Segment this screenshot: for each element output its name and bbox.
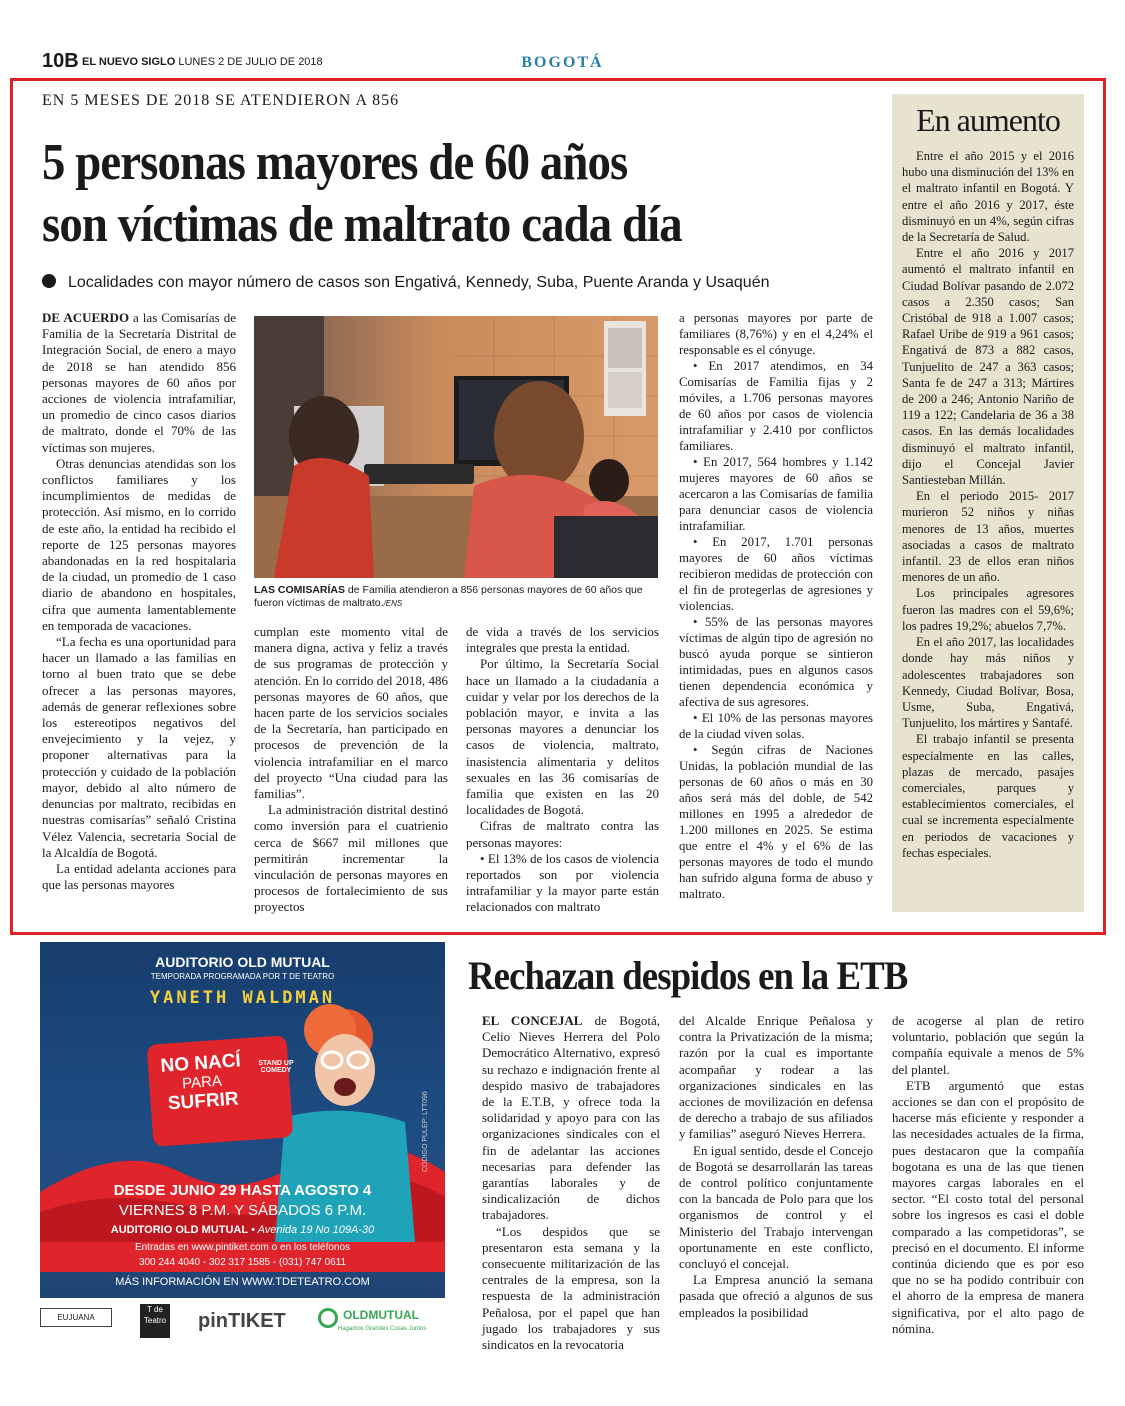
paragraph: “La fecha es una oportunidad para hacer un llamado a las familias en torno al buen trato que se debe ofrecer a las personas mayores, además de generar reflexiones sobre los estereotipos negativos del envejecimiento y la vejez, y proponer alternativas para la protección y cuidado de la población mayor, debido al alto número de denuncias por maltrato, recibidas en nuestras comisarías” señaló Cristina Vélez Valencia, secretaria Social de la Alcaldía de Bogotá.	[42, 634, 236, 860]
sidebar-paragraph: Entre el año 2015 y el 2016 hubo una disminución del 13% en el maltrato infantil en Bogotá. Y entre el año 2016 y 2017, éste disminuyó en un 4%, según cifras de la Secretaría de Salud.	[902, 149, 1074, 245]
article-column-4	[679, 310, 873, 902]
sponsor-logo-4: OLDMUTUAL	[343, 1308, 419, 1322]
sponsor-logo-4-tagline: Hagamos Grandes Cosas Juntos	[338, 1326, 427, 1332]
ad-address: AUDITORIO OLD MUTUAL • Avenida 19 No 109A-30	[110, 1224, 375, 1236]
lead-word: DE ACUERDO	[42, 310, 130, 325]
ad-venue-title: AUDITORIO OLD MUTUAL	[155, 954, 330, 970]
paragraph: de acogerse al plan de retiro voluntario, población que según la compañía equivale a menos de 5% del plantel.	[892, 1013, 1084, 1077]
paragraph: ETB argumentó que estas acciones se dan con el propósito de hacerse más eficiente y responder a las necesidades actuales de la firma, pues destacaron que la compañía bogotana es una de las que tienen mayores cargas laborales en el sector. “El costo total del personal sobre los ingresos es casi el doble comparado a las competidoras”, se precisó en el documento. El informe continúa diciendo que es por eso que no se ha podido contribuir con el ahorro de la empresa de manera significativa, por el alto pago de nómina.	[892, 1077, 1084, 1336]
ad-show-title: NO NACÍ PARA SUFRIR	[159, 1050, 242, 1115]
page-number: 10B	[42, 50, 79, 72]
theater-advertisement[interactable]	[40, 942, 445, 1346]
sponsor-logo-2: T de Teatro	[140, 1304, 170, 1338]
paragraph: • El 13% de los casos de violencia reportados son por violencia intrafamiliar y la mayor parte están relacionados con maltrato	[466, 850, 659, 915]
paragraph: • En 2017, 564 hombres y 1.142 mujeres mayores de 60 años se acercaron a las Comisarías de familia para denunciar casos de violencia intrafamiliar.	[679, 455, 873, 533]
headline-line-1: 5 personas mayores de 60 años	[42, 134, 628, 191]
article-photo	[254, 316, 658, 578]
sponsor-logo-1: EUJUANA	[40, 1308, 112, 1327]
paragraph: Otras denuncias atendidas son los conflictos familiares y los incumplimientos de medidas de protección. Así mismo, en lo corrido de este año, la entidad ha recibido el reporte de 125 personas mayores abandonadas en la red hospitalaria de la ciudad, un promedio de 1 caso diario de abandono en hospitales, cifra que aumenta lamentablemente en temporada de vacaciones.	[42, 455, 236, 633]
subhead-text: Localidades con mayor número de casos son Engativá, Kennedy, Suba, Puente Aranda y Usaquén	[68, 274, 770, 291]
paragraph: de vida a través de los servicios integrales que presta la entidad.	[466, 624, 659, 656]
paragraph: • Según cifras de Naciones Unidas, la población mundial de las personas de 60 años o más en 30 años será más del doble, de 542 millones en 1995 a alrededor de 1.200 millones en 2025. Se estima que entre el 4% y el 6% de las personas mayores de todo el mundo han sufrido alguna forma de abuso y maltrato.	[679, 743, 873, 901]
sidebar-paragraph: Los principales agresores fueron las madres con el 59,6%; los padres 19,2%; abuelos 7,7%.	[902, 586, 1074, 633]
paragraph: La administración distrital destinó como inversión para el cuatrienio cerca de $667 mil millones que permitirán incrementar la vinculación de personas mayores en procesos de fortalecimiento de sus proyectos	[254, 802, 448, 915]
article-column-1	[42, 310, 236, 893]
article-column-2	[254, 624, 448, 916]
article-subhead	[42, 274, 882, 292]
paragraph: cumplan este momento vital de manera digna, activa y feliz a través de sus programas de protección y atención. En lo corrido del 2018, 486 personas mayores de 60 años, que hacen parte de los servicios sociales de la Secretaría, han participado en procesos de prevención de la violencia intrafamiliar en el marco del proyecto “Una ciudad para las familias”.	[254, 624, 448, 802]
caption-text: de Familia atendieron a 856 personas mayores de 60 años que fueron víctimas de maltrato.	[254, 584, 643, 609]
sponsor-logo-3: pinTIKET	[198, 1310, 286, 1332]
etb-lead-word: EL CONCEJAL	[482, 1013, 583, 1028]
etb-column-3	[892, 1013, 1084, 1337]
photo-credit: /ENS	[383, 599, 403, 608]
paragraph: EL CONCEJAL de Bogotá, Celio Nieves Herrera del Polo Democrático Alternativo, expresó su rechazo e indignación frente al despido masivo de trabajadores de la E.T.B, y ofrece toda la solidaridad y apoyo para con las organizaciones sindicales con el fin de adelantar las acciones necesarias para defender las garantías laborales y de sindicalización de dichos trabajadores.	[482, 1013, 660, 1223]
article-column-3	[466, 624, 659, 916]
paragraph: a personas mayores por parte de familiares (8,76%) y en el 4,24% el responsable es el cónyuge.	[679, 311, 873, 357]
caption-lead: LAS COMISARÍAS	[254, 584, 346, 596]
sidebar-paragraph: Entre el año 2016 y 2017 aumentó el maltrato infantil en Ciudad Bolívar pasando de 2.072 casos a 2.350 casos; San Cristóbal de 918 a 1.007 casos; Rafael Uribe de 919 a 961 casos; Engativá de 873 a 882 casos, Tunjuelito de 247 a 363 casos; Santa fe de 247 a 313; Mártires de 200 a 246; Antonio Nariño de 119 a 122; Candelaria de 36 a 38 casos. En las demás localidades disminuyó el maltrato infantil, dijo el Concejal Javier Santiesteban Millán.	[902, 246, 1074, 488]
article-kicker: EN 5 MESES DE 2018 SE ATENDIERON A 856	[42, 92, 400, 109]
section-label: BOGOTÁ	[521, 54, 604, 71]
paragraph: • En 2017 atendimos, en 34 Comisarías de Familia fijas y 2 móviles, a 1.706 personas mayores de 60 años por casos de violencia intrafamiliar y 2.410 por conflictos familiares.	[679, 359, 873, 453]
photo-caption	[254, 584, 658, 610]
etb-column-2	[679, 1013, 873, 1321]
paragraph: DE ACUERDO a las Comisarías de Familia de la Secretaría Distrital de Integración Social, de enero a mayo de 2018 se han atendido 856 personas mayores de 60 años por acciones de violencia intrafamiliar, un promedio de cinco casos diarios de maltrato, donde el 70% de las víctimas son mujeres.	[42, 310, 236, 455]
sidebar-body	[902, 148, 1074, 861]
ad-performer: YANETH WALDMAN	[149, 988, 336, 1008]
etb-headline: Rechazan despidos en la ETB	[468, 953, 908, 998]
paragraph: En igual sentido, desde el Concejo de Bogotá se desarrollarán las tareas de control político conjuntamente con la bancada de Polo para que los organismos de control y el Ministerio del Trabajo intervengan oportunamente en este conflicto, concluyó el concejal.	[679, 1142, 873, 1272]
paragraph: La Empresa anunció la semana pasada que ofreció a algunos de sus empleados la posibilidad	[679, 1272, 873, 1320]
ad-tickets: Entradas en www.pintiket.com o en los teléfonos	[134, 1242, 351, 1253]
ad-side-code: CÓDIGO PULEP: LTT096	[422, 1091, 429, 1172]
photo-illustration	[254, 316, 658, 578]
ad-more-info: MÁS INFORMACIÓN EN WWW.TDETEATRO.COM	[115, 1276, 370, 1288]
ad-sponsor-strip	[40, 1298, 445, 1346]
sidebar-paragraph: En el periodo 2015- 2017 murieron 52 niños y niñas menores de 13 años, muertes asociadas a casos de maltrato infantil. 23 de ellos eran niños menores de un año.	[902, 489, 1074, 585]
headline-line-2: son víctimas de maltrato cada día	[42, 196, 682, 253]
paragraph: “Los despidos que se presentaron esta semana y la consecuente militarización de las centrales de la empresa, son la respuesta de la administración Peñalosa, por el papel que han jugado los trabajadores y sus sindicatos en la revocatoria	[482, 1223, 660, 1353]
ad-season: TEMPORADA PROGRAMADA POR T DE TEATRO	[150, 972, 335, 981]
paragraph: • El 10% de las personas mayores de la ciudad viven solas.	[679, 711, 873, 741]
sidebar-paragraph: El trabajo infantil se presenta especialmente en las calles, plazas de mercado, pasajes comerciales, parques y establecimientos comerciales, el cual se incrementa especialmente en periodos de vacaciones y fechas especiales.	[902, 732, 1074, 860]
ad-times: VIERNES 8 P.M. Y SÁBADOS 6 P.M.	[118, 1202, 367, 1219]
paragraph: • 55% de las personas mayores víctimas de algún tipo de agresión no buscó ayuda porque se sintieron intimidadas, pues en algunos casos tienen dependencia económica y afectiva de sus agresores.	[679, 615, 873, 709]
sidebar-paragraph: En el año 2017, las localidades donde hay más niños y adolescentes trabajadores son Kennedy, Ciudad Bolívar, Bosa, Usme, Suba, Engativá, Tunjuelito, los mártires y Santafé.	[902, 635, 1074, 731]
article-headline	[42, 132, 798, 256]
ad-phones: 300 244 4040 - 302 317 1585 - (031) 747 0611	[138, 1257, 347, 1268]
oldmutual-icon	[318, 1308, 338, 1328]
paragraph: del Alcalde Enrique Peñalosa y contra la Privatización de la misma; razón por la cual es importante acompañar y rodear a las organizaciones sindicales en las acciones de movilización en defensa de derecho a trabajo de sus afiliados y familias” aseguró Nieves Herrera.	[679, 1013, 873, 1142]
bullet-icon	[42, 274, 56, 288]
etb-column-1	[482, 1013, 660, 1353]
ad-dates: DESDE JUNIO 29 HASTA AGOSTO 4	[113, 1182, 372, 1199]
paragraph: Por último, la Secretaría Social hace un llamado a la ciudadanía a cuidar y velar por los derechos de la población mayor, e invita a las personas mayores a denunciar los casos de violencia, maltrato, inasistencia alimentaria y delitos sexuales en las 36 comisarías de familia que existen en las 20 localidades de Bogotá.	[466, 656, 659, 818]
paragraph: La entidad adelanta acciones para que las personas mayores	[42, 860, 236, 893]
paragraph: • En 2017, 1.701 personas mayores de 60 años víctimas recibieron medidas de protección con el fin de protegerlas de agresiones y violencias.	[679, 535, 873, 613]
paper-name: EL NUEVO SIGLO	[82, 56, 176, 68]
ad-standup-badge: STAND UP COMEDY	[258, 1060, 294, 1074]
issue-date: LUNES 2 DE JULIO DE 2018	[178, 56, 323, 68]
sidebar-title: En aumento	[916, 102, 1060, 138]
paragraph: Cifras de maltrato contra las personas mayores:	[466, 818, 659, 850]
